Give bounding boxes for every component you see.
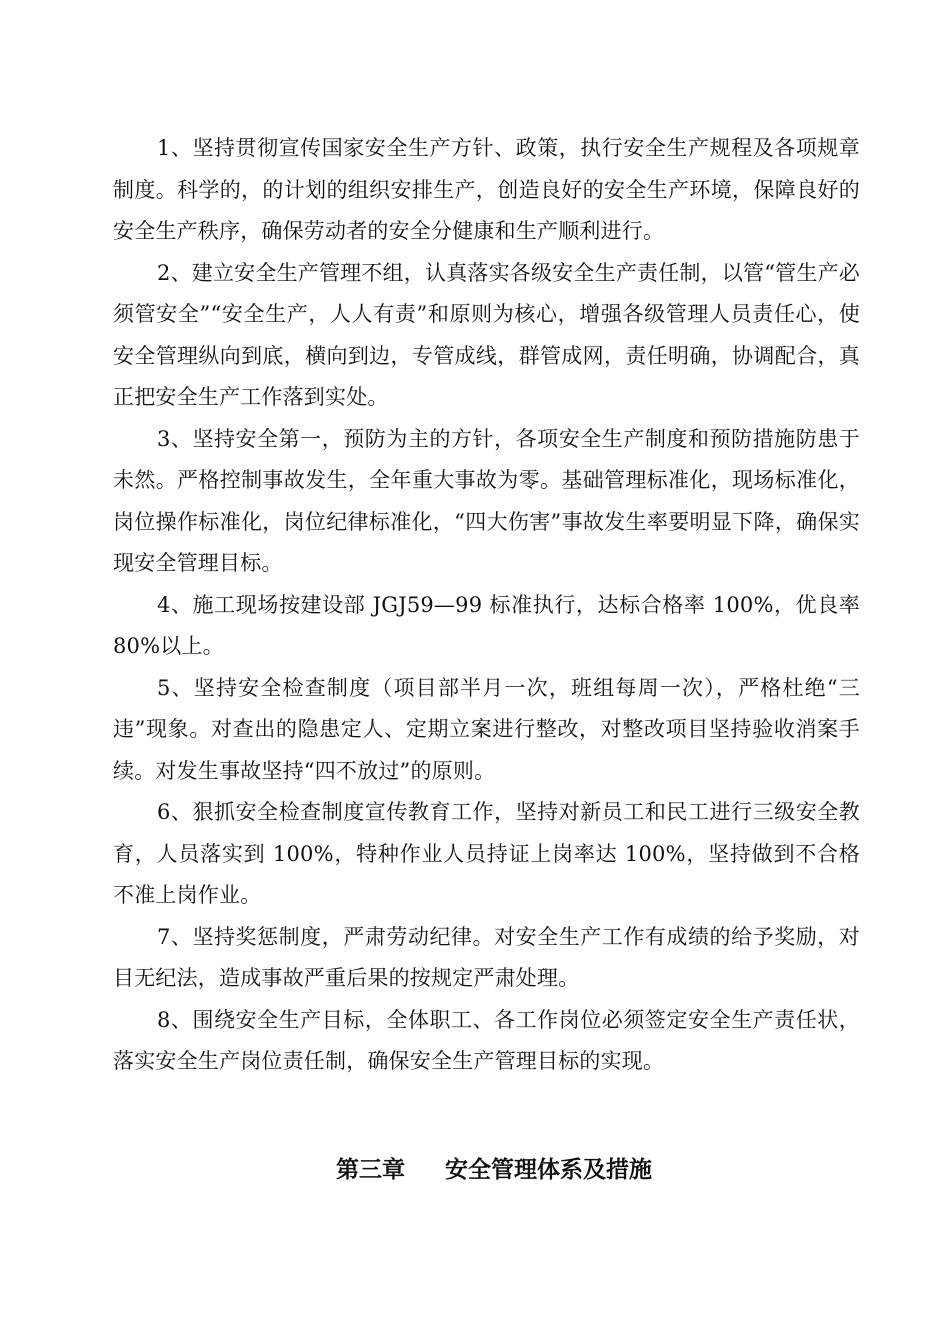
paragraph-7: 7、坚持奖惩制度，严肃劳动纪律。对安全生产工作有成绩的给予奖励，对目无纪法，造成事故严重后果的按规定严肃处理。 (113, 924, 860, 990)
chapter-number: 第三章 (336, 1157, 405, 1183)
paragraph-5: 5、坚持安全检查制度（项目部半月一次，班组每周一次），严格杜绝“三违”现象。对查出的隐患定人、定期立案进行整改，对整改项目坚持验收消案手续。对发生事故坚持“四不放过”的原则。 (113, 675, 860, 783)
paragraph-1: 1、坚持贯彻宣传国家安全生产方针、政策，执行安全生产规程及各项规章制度。科学的，的计划的组织安排生产，创造良好的安全生产环境，保障良好的安全生产秩序，确保劳动者的安全分健康和生产顺利进行。 (113, 136, 860, 243)
chapter-title-text: 安全管理体系及措施 (445, 1157, 652, 1183)
body-text (113, 128, 860, 1083)
paragraph-4: 4、施工现场按建设部 JGJ59—99 标准执行，达标合格率 100%，优良率 80%以上。 (113, 592, 860, 658)
chapter-heading (0, 1150, 950, 1190)
paragraph-8: 8、围绕安全生产目标，全体职工、各工作岗位必须签定安全生产责任状，落实安全生产岗位责任制，确保安全生产管理目标的实现。 (113, 1007, 860, 1073)
paragraph-6: 6、狠抓安全检查制度宣传教育工作，坚持对新员工和民工进行三级安全教育，人员落实到 100%，特种作业人员持证上岗率达 100%，坚持做到不合格不准上岗作业。 (113, 800, 860, 907)
paragraph-3: 3、坚持安全第一，预防为主的方针，各项安全生产制度和预防措施防患于未然。严格控制事故发生，全年重大事故为零。基础管理标准化，现场标准化，岗位操作标准化，岗位纪律标准化，“四大伤害”事故发生率要明显下降，确保实现安全管理目标。 (113, 426, 860, 575)
paragraph-2: 2、建立安全生产管理不组，认真落实各级安全生产责任制，以管“管生产必须管安全”“安全生产，人人有责”和原则为核心，增强各级管理人员责任心，使安全管理纵向到底，横向到边，专管成线，群管成网，责任明确，协调配合，真正把安全生产工作落到实处。 (113, 260, 860, 409)
